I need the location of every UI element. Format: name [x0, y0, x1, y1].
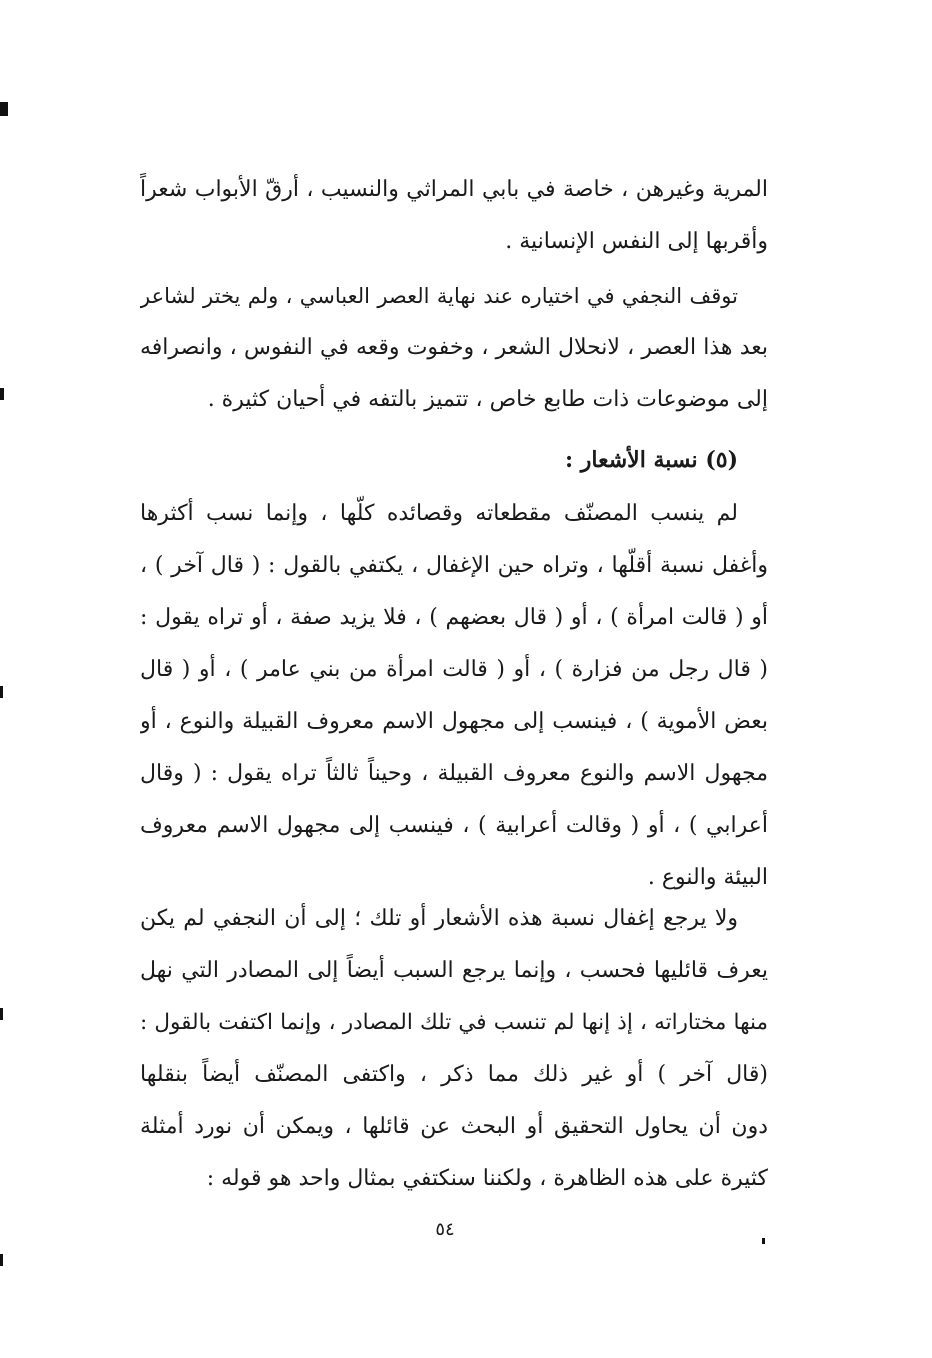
text-line: منها مختاراته ، إذ إنها لم تنسب في تلك المصادر ، وإنما اكتفت بالقول : [140, 1010, 768, 1035]
text-line: دون أن يحاول التحقيق أو البحث عن قائلها ، ويمكن أن نورد أمثلة [140, 1114, 768, 1139]
text-line: وأقربها إلى النفس الإنسانية . [505, 229, 768, 254]
text-line: بعد هذا العصر ، لانحلال الشعر ، وخفوت وقعه في النفوس ، وانصرافه [140, 335, 768, 360]
text-line: لم ينسب المصنّف مقطعاته وقصائده كلّها ، وإنما نسب أكثرها [140, 501, 738, 526]
paragraph-2 [140, 270, 768, 426]
text-line: أعرابي ) ، أو ( وقالت أعرابية ) ، فينسب إلى مجهول الاسم معروف [140, 813, 768, 838]
edge-mark [0, 388, 4, 400]
text-line: أو ( قالت امرأة ) ، أو ( قال بعضهم ) ، فلا يزيد صفة ، أو تراه يقول : [140, 605, 768, 630]
scan-speck [762, 1238, 765, 1244]
text-line: بعض الأموية ) ، فينسب إلى مجهول الاسم معروف القبيلة والنوع ، أو [140, 709, 768, 734]
text-line: البيئة والنوع . [647, 865, 768, 890]
text-line: يعرف قائليها فحسب ، وإنما يرجع السبب أيضاً إلى المصادر التي نهل [140, 958, 768, 983]
text-line: توقف النجفي في اختياره عند نهاية العصر العباسي ، ولم يختر لشاعر [140, 284, 738, 308]
edge-mark [0, 1008, 3, 1020]
section-heading-text: (٥) نسبة الأشعار : [565, 447, 738, 473]
text-line: مجهول الاسم والنوع معروف القبيلة ، وحيناً ثالثاً تراه يقول : ( وقال [140, 761, 768, 786]
page-number: ٥٤ [435, 1219, 455, 1240]
paragraph-3 [140, 488, 768, 904]
paragraph-1 [140, 164, 768, 268]
section-heading [140, 434, 768, 486]
text-line: وأغفل نسبة أقلّها ، وتراه حين الإغفال ، يكتفي بالقول : ( قال آخر ) ، [140, 553, 768, 578]
edge-mark [0, 1254, 3, 1266]
text-line: (قال آخر ) أو غير ذلك مما ذكر ، واكتفى المصنّف أيضاً بنقلها [140, 1062, 768, 1087]
text-line: إلى موضوعات ذات طابع خاص ، تتميز بالتفه في أحيان كثيرة . [207, 387, 768, 412]
edge-mark [0, 102, 8, 116]
edge-mark [0, 686, 3, 698]
text-line: ولا يرجع إغفال نسبة هذه الأشعار أو تلك ؛ إلى أن النجفي لم يكن [140, 906, 738, 931]
paragraph-4 [140, 893, 768, 1205]
text-line: كثيرة على هذه الظاهرة ، ولكننا سنكتفي بمثال واحد هو قوله : [206, 1166, 768, 1191]
text-line: ( قال رجل من فزارة ) ، أو ( قالت امرأة من بني عامر ) ، أو ( قال [140, 657, 768, 682]
text-line: المرية وغيرهن ، خاصة في بابي المراثي والنسيب ، أرقّ الأبواب شعراً [140, 177, 768, 202]
